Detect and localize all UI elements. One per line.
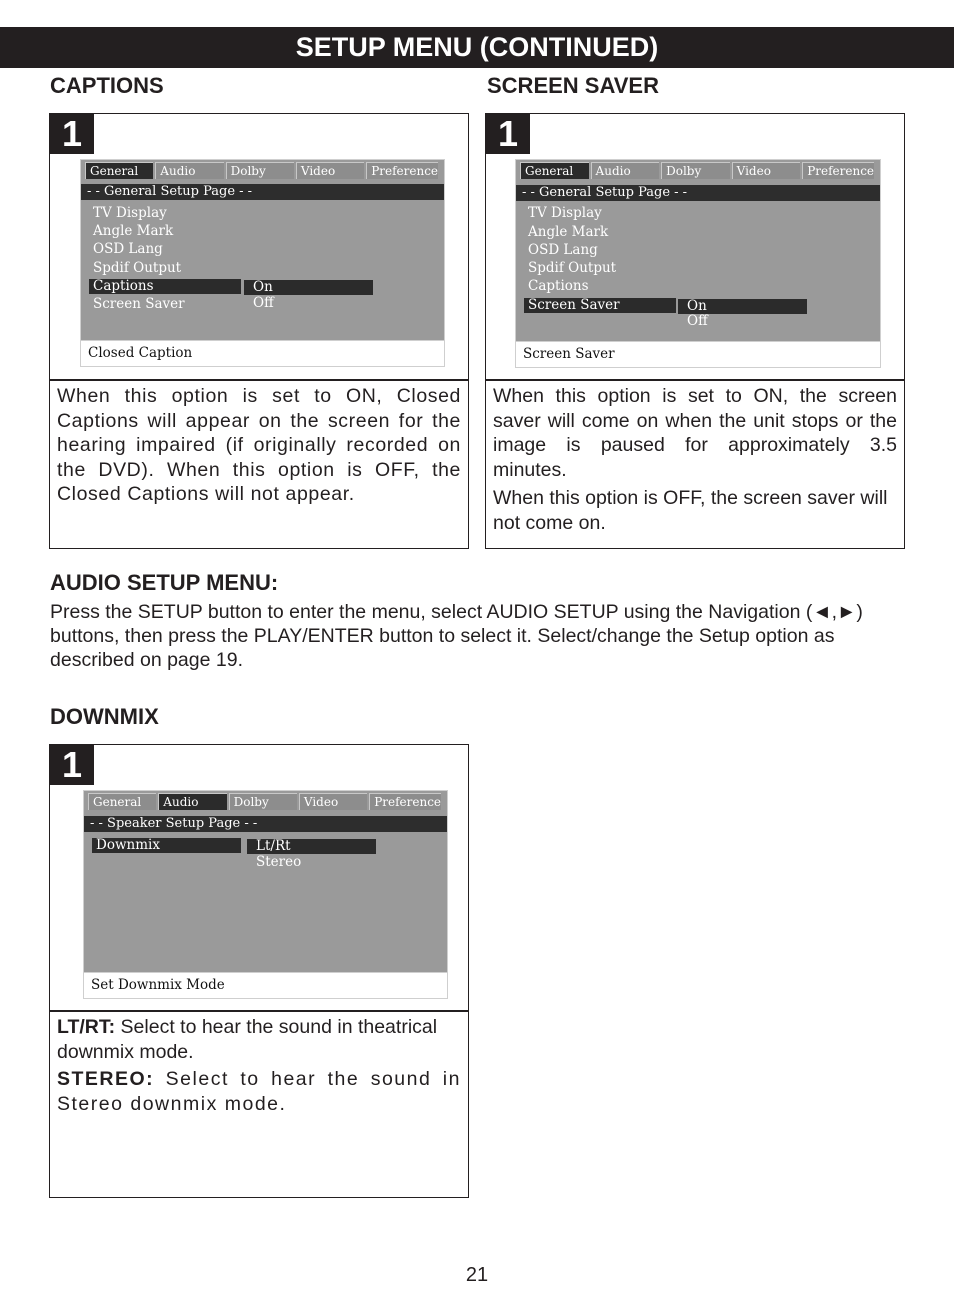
osd-item-osd-lang: OSD Lang bbox=[528, 242, 598, 258]
osd-item-downmix-selected: Downmix bbox=[92, 838, 241, 853]
osd-tab-video: Video bbox=[299, 793, 367, 810]
osd-tab-preference: Preference bbox=[369, 793, 441, 810]
osd-item-osd-lang: OSD Lang bbox=[93, 241, 163, 257]
page-title-banner: SETUP MENU (CONTINUED) bbox=[0, 27, 954, 68]
osd-tab-preference: Preference bbox=[366, 162, 438, 179]
osd-tab-audio: Audio bbox=[155, 162, 223, 179]
osd-status-bar: Set Downmix Mode bbox=[84, 972, 447, 998]
osd-option-off: Off bbox=[687, 313, 708, 329]
osd-item-screen-saver-selected: Screen Saver bbox=[524, 298, 676, 313]
osd-status-bar: Screen Saver bbox=[516, 341, 880, 367]
captions-panel bbox=[49, 113, 469, 549]
audio-setup-instructions: Press the SETUP button to enter the menu, select AUDIO SETUP using the Navigation (◄,►) buttons, then press the PLAY/ENTER button to select it. Select/change the Setup option as described on page 19. bbox=[50, 601, 863, 671]
screen-saver-heading: SCREEN SAVER bbox=[487, 73, 659, 98]
screen-saver-description-off: When this option is OFF, the screen saver will not come on. bbox=[493, 487, 888, 534]
osd-tab-video: Video bbox=[732, 162, 801, 179]
osd-item-captions: Captions bbox=[528, 278, 589, 294]
osd-tab-general: General bbox=[520, 162, 589, 179]
screen-saver-panel bbox=[485, 113, 905, 549]
osd-option-stereo: Stereo bbox=[256, 854, 302, 870]
osd-item-angle-mark: Angle Mark bbox=[528, 224, 609, 240]
downmix-panel bbox=[49, 744, 469, 1198]
osd-item-spdif-output: Spdif Output bbox=[93, 260, 182, 276]
osd-page-title: - - General Setup Page - - bbox=[516, 185, 880, 201]
osd-tab-dolby: Dolby bbox=[229, 793, 297, 810]
osd-option-ltrt-selected: Lt/Rt bbox=[247, 839, 376, 854]
screen-saver-description: When this option is set to ON, the screen saver will come on when the unit stops or the image is paused for approximately 3.5 minutes. bbox=[493, 385, 897, 481]
osd-option-on-selected: On bbox=[244, 280, 373, 295]
stereo-label: STEREO: bbox=[57, 1068, 155, 1090]
step-number-badge: 1 bbox=[50, 745, 94, 785]
osd-tab-bar bbox=[85, 162, 440, 180]
osd-option-on-selected: On bbox=[678, 299, 807, 314]
osd-page-title: - - Speaker Setup Page - - bbox=[84, 816, 447, 832]
osd-option-off: Off bbox=[253, 295, 274, 311]
step-number-badge: 1 bbox=[486, 114, 530, 154]
osd-tab-video: Video bbox=[296, 162, 364, 179]
osd-tab-preference: Preference bbox=[802, 162, 874, 179]
osd-status-bar: Closed Caption bbox=[81, 340, 444, 366]
panel-divider bbox=[50, 379, 468, 381]
ltrt-label: LT/RT: bbox=[57, 1016, 116, 1038]
osd-tab-bar bbox=[88, 793, 443, 811]
downmix-heading: DOWNMIX bbox=[50, 704, 159, 729]
osd-item-tv-display: TV Display bbox=[528, 205, 602, 221]
panel-divider bbox=[486, 379, 904, 381]
downmix-ltrt-description bbox=[57, 1015, 461, 1064]
captions-heading: CAPTIONS bbox=[50, 73, 164, 98]
ltrt-text: Select to hear the sound in theatrical downmix mode. bbox=[57, 1016, 438, 1063]
osd-tab-bar bbox=[520, 162, 876, 180]
osd-item-screen-saver: Screen Saver bbox=[93, 296, 185, 312]
captions-description: When this option is set to ON, Closed Captions will appear on the screen for the hearing impaired (if originally recorded on the DVD). When this option is OFF, the Closed Captions will not appear. bbox=[57, 385, 461, 505]
osd-tab-dolby: Dolby bbox=[661, 162, 730, 179]
captions-osd-screen bbox=[80, 159, 445, 367]
screen-saver-osd-screen bbox=[515, 159, 881, 368]
osd-tab-general: General bbox=[88, 793, 156, 810]
step-number-badge: 1 bbox=[50, 114, 94, 154]
page-number: 21 bbox=[465, 1264, 489, 1286]
osd-item-angle-mark: Angle Mark bbox=[93, 223, 174, 239]
panel-divider bbox=[50, 1010, 468, 1012]
stereo-text: Select to hear the sound in Stereo downmix mode. bbox=[57, 1068, 461, 1115]
audio-setup-heading: AUDIO SETUP MENU: bbox=[50, 570, 279, 595]
downmix-osd-screen bbox=[83, 790, 448, 999]
osd-page-title: - - General Setup Page - - bbox=[81, 184, 444, 200]
osd-tab-dolby: Dolby bbox=[226, 162, 294, 179]
osd-tab-audio: Audio bbox=[158, 793, 226, 810]
osd-tab-audio: Audio bbox=[591, 162, 660, 179]
osd-item-tv-display: TV Display bbox=[93, 205, 167, 221]
osd-item-captions-selected: Captions bbox=[89, 279, 241, 294]
downmix-stereo-description bbox=[57, 1067, 461, 1116]
osd-item-spdif-output: Spdif Output bbox=[528, 260, 617, 276]
osd-tab-general: General bbox=[85, 162, 153, 179]
